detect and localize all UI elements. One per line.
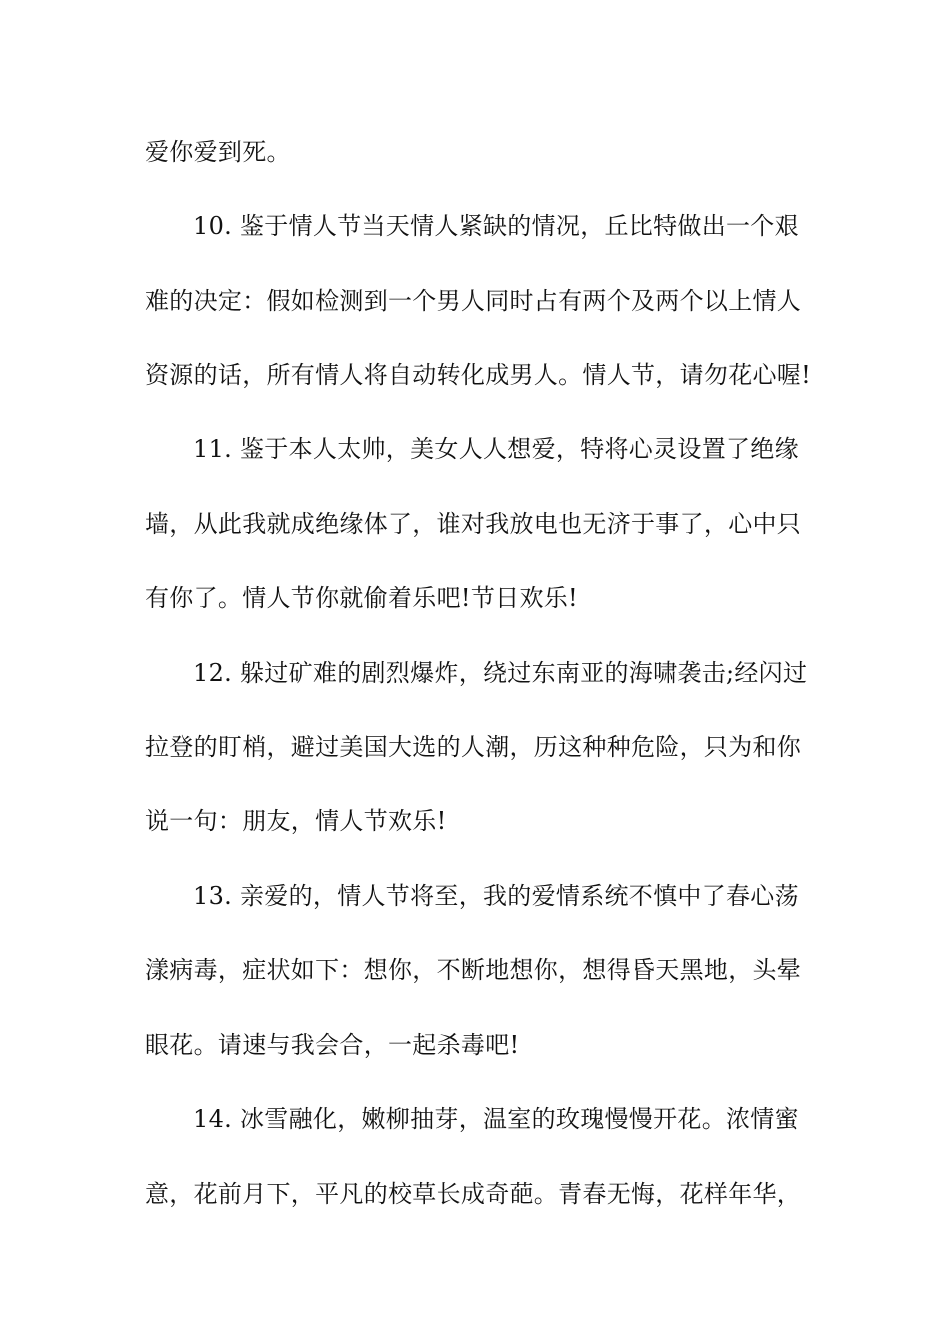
paragraph-14-line-2: 意，花前月下，平凡的校草长成奇葩。青春无悔，花样年华，: [145, 1180, 802, 1208]
paragraph-11-line-3: 有你了。情人节你就偷着乐吧!节日欢乐!: [145, 584, 578, 612]
paragraph-10-line-3: 资源的话，所有情人将自动转化成男人。情人节，请勿花心喔!: [145, 361, 812, 389]
paragraph-13-line-3: 眼花。请速与我会合，一起杀毒吧!: [145, 1031, 520, 1059]
paragraph-13-line-1: 13. 亲爱的，情人节将至，我的爱情系统不慎中了春心荡: [193, 882, 799, 910]
paragraph-14-line-1: 14. 冰雪融化，嫩柳抽芽，温室的玫瑰慢慢开花。浓情蜜: [193, 1105, 799, 1133]
text-line: 爱你爱到死。: [145, 138, 291, 166]
paragraph-13-line-2: 漾病毒，症状如下：想你，不断地想你，想得昏天黑地，头晕: [145, 956, 802, 984]
paragraph-11-line-1: 11. 鉴于本人太帅，美女人人想爱，特将心灵设置了绝缘: [193, 435, 799, 463]
paragraph-12-line-1: 12. 躲过矿难的剧烈爆炸，绕过东南亚的海啸袭击;经闪过: [193, 659, 808, 687]
paragraph-12-line-2: 拉登的盯梢，避过美国大选的人潮，历这种种危险，只为和你: [145, 733, 802, 761]
paragraph-12-line-3: 说一句：朋友，情人节欢乐!: [145, 807, 447, 835]
paragraph-11-line-2: 墙，从此我就成绝缘体了，谁对我放电也无济于事了，心中只: [145, 510, 802, 538]
paragraph-10-line-1: 10. 鉴于情人节当天情人紧缺的情况，丘比特做出一个艰: [193, 212, 799, 240]
paragraph-10-line-2: 难的决定：假如检测到一个男人同时占有两个及两个以上情人: [145, 287, 802, 315]
